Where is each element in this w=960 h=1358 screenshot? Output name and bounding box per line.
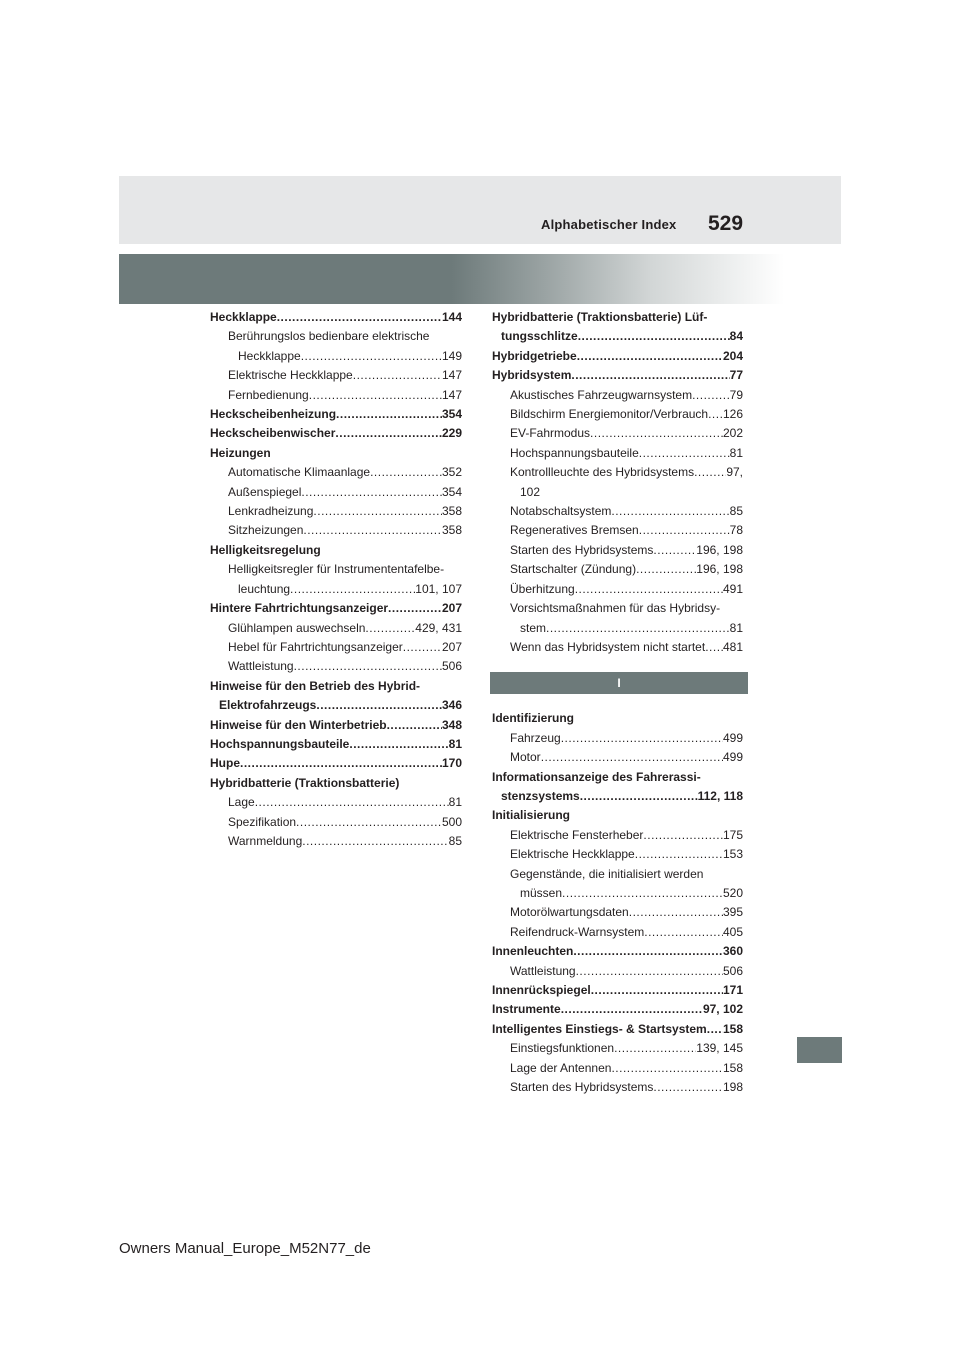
entry-page-ref: 85	[448, 833, 462, 848]
entry-term: Akustisches Fahrzeugwarnsystem	[510, 387, 693, 402]
index-entry	[210, 405, 462, 424]
entry-term: Motor	[510, 750, 541, 765]
entry-term: Glühlampen auswechseln	[228, 620, 366, 635]
dot-leader	[546, 619, 730, 638]
entry-page-ref: 147	[441, 368, 462, 383]
dot-leader	[335, 424, 442, 443]
entry-page-ref: 395	[722, 905, 743, 920]
entry-term: Hinweise für den Winterbetrieb	[210, 717, 387, 732]
entry-page-ref: 358	[441, 523, 462, 538]
index-subentry	[210, 619, 462, 638]
dot-leader	[290, 580, 415, 599]
dot-leader	[653, 1078, 723, 1097]
dot-leader	[296, 813, 442, 832]
entry-page-ref: 405	[722, 924, 743, 939]
index-subentry	[492, 463, 743, 482]
entry-page-ref: 81	[729, 620, 743, 635]
index-subentry	[492, 619, 743, 638]
entry-page-ref: 354	[441, 407, 462, 422]
dot-leader	[591, 981, 723, 1000]
entry-term: Innenrückspiegel	[492, 983, 591, 997]
dot-leader	[639, 521, 730, 540]
entry-page-ref: 202	[722, 426, 743, 441]
index-subentry	[210, 386, 462, 405]
dot-leader	[580, 787, 698, 806]
index-entry	[492, 366, 743, 385]
index-entry	[492, 327, 743, 346]
dot-leader	[301, 347, 442, 366]
index-subentry	[210, 560, 462, 579]
dot-leader	[277, 308, 442, 327]
entry-page-ref: 207	[441, 601, 462, 616]
index-subentry	[492, 826, 743, 845]
dot-leader	[294, 657, 442, 676]
entry-page-ref: 139, 145	[696, 1041, 743, 1056]
entry-page-ref: 358	[441, 504, 462, 519]
index-subentry	[210, 463, 462, 482]
entry-page-ref: 491	[722, 581, 743, 596]
dot-leader	[644, 923, 723, 942]
index-entry	[210, 754, 462, 773]
index-entry	[492, 709, 743, 728]
entry-term: Außenspiegel	[228, 484, 302, 499]
index-subentry	[210, 580, 462, 599]
entry-term: Gegenstände, die initialisiert werden	[510, 866, 704, 881]
page-number: 529	[708, 212, 744, 235]
entry-term: Informationsanzeige des Fahrerassi-	[492, 769, 701, 784]
dot-leader	[643, 826, 723, 845]
dot-leader	[561, 1000, 703, 1019]
index-subentry	[492, 748, 743, 767]
index-group-i	[492, 709, 743, 1097]
dot-leader	[635, 845, 723, 864]
index-entry	[492, 768, 743, 787]
entry-page-ref: 198	[722, 1080, 743, 1095]
index-subentry	[492, 560, 743, 579]
entry-term: Vorsichtsmaßnahmen für das Hybridsy-	[510, 601, 721, 616]
dot-leader	[365, 619, 415, 638]
index-entry	[492, 806, 743, 825]
dot-leader	[240, 754, 442, 773]
entry-term: Hebel für Fahrtrichtungsanzeiger	[228, 639, 403, 654]
entry-term: Elektrische Heckklappe	[228, 368, 353, 383]
entry-term: Helligkeitsregelung	[210, 542, 321, 557]
index-subentry	[492, 483, 743, 502]
dot-leader	[636, 560, 696, 579]
dot-leader	[316, 696, 442, 715]
index-entry	[210, 424, 462, 443]
letter-section-header: I	[490, 672, 748, 694]
index-subentry	[492, 729, 743, 748]
entry-term: Helligkeitsregler für Instrumententafelbe-	[228, 562, 445, 577]
entry-term: Starten des Hybridsystems	[510, 542, 654, 557]
index-column-left	[210, 308, 462, 851]
entry-page-ref: 346	[441, 698, 462, 713]
entry-term: Hybridgetriebe	[492, 348, 577, 363]
index-entry	[210, 774, 462, 793]
dot-leader	[349, 735, 448, 754]
dot-leader	[578, 327, 730, 346]
entry-term: Motorölwartungsdaten	[510, 905, 629, 920]
entry-page-ref: 506	[441, 659, 462, 674]
entry-page-ref: 84	[729, 329, 743, 344]
dot-leader	[336, 405, 442, 424]
dot-leader	[590, 424, 723, 443]
entry-page-ref: 77	[729, 368, 743, 383]
entry-page-ref: 158	[722, 1021, 743, 1036]
index-subentry	[492, 923, 743, 942]
index-entry	[492, 308, 743, 327]
footer-document-id: Owners Manual_Europe_M52N77_de	[119, 1240, 371, 1257]
entry-term: Lage der Antennen	[510, 1060, 612, 1075]
index-subentry	[210, 813, 462, 832]
index-entry	[210, 444, 462, 463]
dot-leader	[611, 1059, 723, 1078]
dot-leader	[639, 444, 730, 463]
index-subentry	[210, 483, 462, 502]
entry-term: Heckscheibenheizung	[210, 407, 337, 422]
index-subentry	[210, 521, 462, 540]
dot-leader	[303, 521, 442, 540]
entry-page-ref: 97,	[726, 465, 743, 480]
index-subentry	[492, 580, 743, 599]
entry-page-ref: 499	[722, 750, 743, 765]
entry-term: Heckscheibenwischer	[210, 426, 336, 441]
entry-term: Fernbedienung	[228, 387, 309, 402]
entry-page-ref: 500	[441, 814, 462, 829]
index-entry	[492, 981, 743, 1000]
entry-page-ref: 204	[722, 348, 743, 363]
index-subentry	[492, 845, 743, 864]
entry-page-ref: 158	[722, 1060, 743, 1075]
dot-leader	[694, 463, 726, 482]
entry-term: Elektrofahrzeugs	[219, 698, 317, 713]
entry-page-ref: 126	[722, 407, 743, 422]
entry-page-ref: 97, 102	[702, 1002, 743, 1017]
index-subentry	[492, 1039, 743, 1058]
index-subentry	[492, 405, 743, 424]
entry-page-ref: 149	[441, 348, 462, 363]
entry-page-ref: 429, 431	[415, 620, 462, 635]
entry-term: Initialisierung	[492, 808, 571, 823]
entry-page-ref: 78	[729, 523, 743, 538]
entry-term: leuchtung	[238, 581, 291, 596]
entry-page-ref: 229	[441, 426, 462, 441]
entry-term: Überhitzung	[510, 581, 575, 596]
entry-term: Wattleistung	[510, 963, 576, 978]
dot-leader	[309, 386, 442, 405]
dot-leader	[561, 729, 723, 748]
dot-leader	[255, 793, 449, 812]
index-entry	[492, 942, 743, 961]
entry-term: Lage	[228, 795, 255, 810]
entry-page-ref: 348	[441, 717, 462, 732]
dot-leader	[692, 386, 730, 405]
entry-term: Automatische Klimaanlage	[228, 465, 371, 480]
entry-term: Hochspannungsbauteile	[210, 736, 350, 751]
index-subentry	[492, 962, 743, 981]
index-subentry	[492, 521, 743, 540]
entry-term: Elektrische Fensterheber	[510, 827, 644, 842]
entry-page-ref: 79	[729, 387, 743, 402]
entry-term: Hinweise für den Betrieb des Hybrid-	[210, 678, 421, 693]
entry-page-ref: 499	[722, 730, 743, 745]
index-entry	[210, 696, 462, 715]
index-entry	[492, 787, 743, 806]
dot-leader	[353, 366, 442, 385]
dot-leader	[571, 366, 729, 385]
index-subentry	[492, 599, 743, 618]
entry-page-ref: 85	[729, 504, 743, 519]
index-subentry	[492, 638, 743, 657]
dot-leader	[614, 1039, 696, 1058]
index-entry	[210, 308, 462, 327]
index-entry	[210, 716, 462, 735]
entry-term: müssen	[520, 885, 563, 900]
dot-leader	[705, 638, 723, 657]
entry-term: Instrumente	[492, 1002, 561, 1017]
entry-term: Wattleistung	[228, 659, 294, 674]
dot-leader	[576, 962, 723, 981]
index-subentry	[492, 444, 743, 463]
index-subentry	[210, 347, 462, 366]
index-entry	[492, 1000, 743, 1019]
section-title: Alphabetischer Index	[541, 217, 677, 232]
entry-term: stenzsystems	[501, 788, 580, 803]
dot-leader	[562, 884, 723, 903]
index-subentry	[492, 1059, 743, 1078]
entry-term: Wenn das Hybridsystem nicht startet	[510, 639, 706, 654]
index-entry	[210, 735, 462, 754]
index-entry	[492, 347, 743, 366]
entry-page-ref: 81	[448, 795, 462, 810]
entry-term: Kontrollleuchte des Hybridsystems	[510, 465, 695, 480]
entry-term: Starten des Hybridsystems	[510, 1080, 654, 1095]
index-subentry	[210, 793, 462, 812]
entry-term: Hintere Fahrtrichtungsanzeiger	[210, 601, 389, 616]
entry-term: Fahrzeug	[510, 730, 561, 745]
entry-term: Sitzheizungen	[228, 523, 304, 538]
entry-page-ref: 354	[441, 484, 462, 499]
dot-leader	[387, 716, 442, 735]
index-subentry	[492, 884, 743, 903]
entry-page-ref: 360	[722, 944, 743, 959]
entry-page-ref: 81	[448, 736, 462, 751]
entry-term: Einstiegsfunktionen	[510, 1041, 615, 1056]
entry-term: Berührungslos bedienbare elektrische	[228, 329, 430, 344]
dot-leader	[653, 541, 696, 560]
entry-page-ref: 481	[722, 639, 743, 654]
entry-term: Reifendruck-Warnsystem	[510, 924, 645, 939]
entry-term: Hybridbatterie (Traktionsbatterie)	[210, 775, 400, 790]
entry-page-ref: 81	[729, 445, 743, 460]
index-subentry	[210, 638, 462, 657]
dot-leader	[573, 942, 723, 961]
entry-term: Heizungen	[210, 445, 271, 460]
entry-term: Startschalter (Zündung)	[510, 562, 637, 577]
entry-term: Hochspannungsbauteile	[510, 445, 639, 460]
entry-page-ref: 196, 198	[696, 562, 743, 577]
entry-term: Bildschirm Energiemonitor/Verbrauch	[510, 407, 709, 422]
index-subentry	[492, 903, 743, 922]
entry-term: EV-Fahrmodus	[510, 426, 591, 441]
entry-term: Intelligentes Einstiegs- & Startsystem	[492, 1021, 707, 1036]
index-subentry	[210, 366, 462, 385]
dot-leader	[301, 483, 442, 502]
entry-term: tungsschlitze	[501, 329, 578, 344]
entry-term: Hybridsystem	[492, 368, 572, 383]
dot-leader	[541, 748, 723, 767]
index-column-right	[492, 308, 743, 1097]
entry-term: stem	[520, 620, 547, 635]
entry-page-ref: 207	[441, 639, 462, 654]
entry-term: Regeneratives Bremsen	[510, 523, 639, 538]
entry-page-ref: 170	[441, 756, 462, 771]
index-subentry	[210, 502, 462, 521]
dot-leader	[611, 502, 729, 521]
index-entry	[210, 599, 462, 618]
index-subentry	[492, 865, 743, 884]
entry-page-ref: 352	[441, 465, 462, 480]
dot-leader	[575, 580, 723, 599]
entry-page-ref: 171	[722, 983, 743, 997]
entry-term: Warnmeldung	[228, 833, 303, 848]
entry-page-ref: 506	[722, 963, 743, 978]
entry-term: 102	[520, 484, 541, 499]
entry-term: Heckklappe	[210, 310, 277, 324]
entry-page-ref: 196, 198	[696, 542, 743, 557]
entry-page-ref: 144	[441, 310, 462, 324]
dot-leader	[370, 463, 442, 482]
entry-page-ref: 101, 107	[415, 581, 462, 596]
index-subentry	[492, 541, 743, 560]
dot-leader	[302, 832, 448, 851]
dot-leader	[629, 903, 723, 922]
entry-term: Lenkradheizung	[228, 504, 314, 519]
entry-page-ref: 175	[722, 827, 743, 842]
dot-leader	[313, 502, 442, 521]
index-subentry	[210, 657, 462, 676]
index-entry	[210, 677, 462, 696]
entry-term: Notabschaltsystem	[510, 504, 612, 519]
entry-page-ref: 520	[722, 885, 743, 900]
entry-term: Heckklappe	[238, 348, 301, 363]
header-gradient-bar	[119, 254, 784, 304]
dot-leader	[708, 405, 723, 424]
dot-leader	[577, 347, 723, 366]
dot-leader	[707, 1020, 723, 1039]
index-subentry	[210, 327, 462, 346]
index-entry	[492, 1020, 743, 1039]
entry-term: Elektrische Heckklappe	[510, 847, 635, 862]
entry-page-ref: 153	[722, 847, 743, 862]
index-subentry	[210, 832, 462, 851]
index-group-h-continued	[492, 308, 743, 657]
entry-page-ref: 147	[441, 387, 462, 402]
entry-term: Identifizierung	[492, 711, 574, 726]
dot-leader	[403, 638, 442, 657]
entry-term: Spezifikation	[228, 814, 297, 829]
index-subentry	[492, 502, 743, 521]
entry-term: Innenleuchten	[492, 944, 574, 959]
entry-term: Hupe	[210, 756, 240, 771]
index-subentry	[492, 386, 743, 405]
entry-page-ref: 112, 118	[697, 788, 743, 803]
entry-term: Hybridbatterie (Traktionsbatterie) Lüf-	[492, 310, 708, 324]
index-subentry	[492, 1078, 743, 1097]
index-subentry	[492, 424, 743, 443]
dot-leader	[388, 599, 442, 618]
index-entry	[210, 541, 462, 560]
thumb-index-tab	[797, 1037, 842, 1063]
